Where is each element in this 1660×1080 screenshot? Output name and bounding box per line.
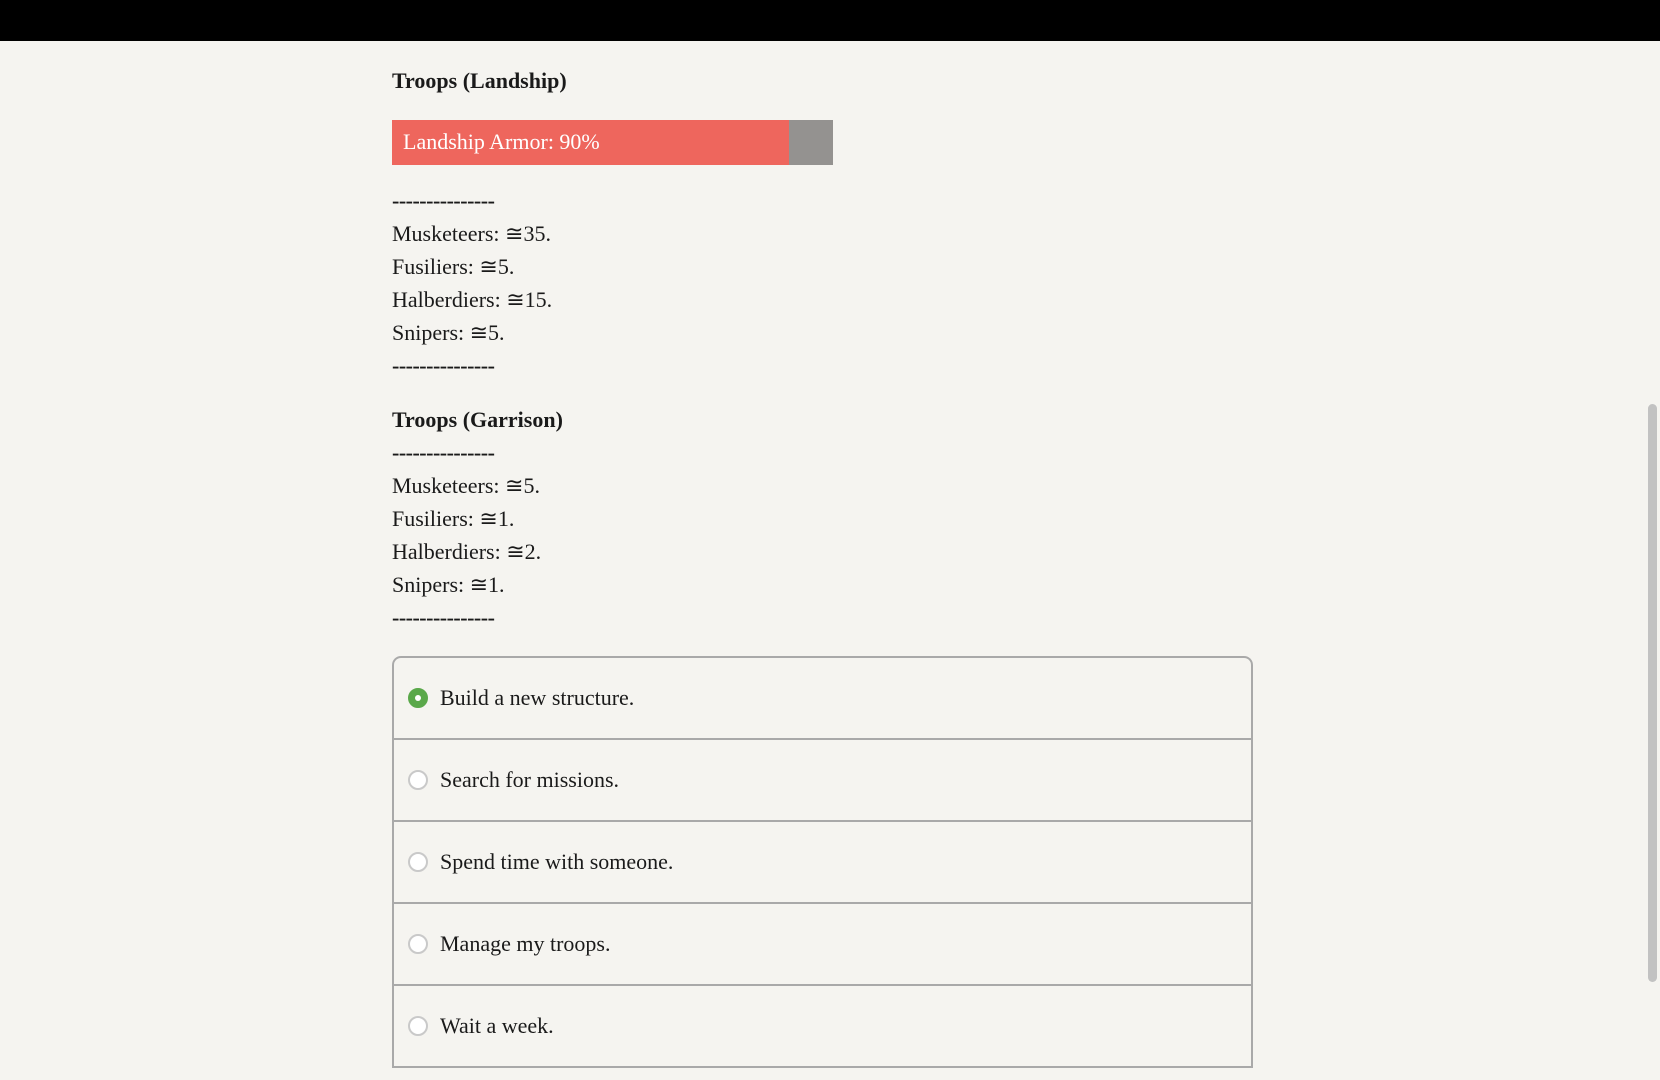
troop-line-fusiliers: Fusiliers: ≅1. xyxy=(392,506,515,531)
radio-icon[interactable] xyxy=(408,688,428,708)
landship-armor-bar xyxy=(392,120,833,165)
separator: --------------- xyxy=(392,440,495,465)
troop-line-snipers: Snipers: ≅5. xyxy=(392,320,505,345)
landship-troop-list xyxy=(392,184,552,382)
choice-wait-week[interactable] xyxy=(394,986,1251,1068)
radio-icon[interactable] xyxy=(408,934,428,954)
choice-label: Search for missions. xyxy=(440,767,620,792)
troop-line-halberdiers: Halberdiers: ≅2. xyxy=(392,539,542,564)
separator: --------------- xyxy=(392,605,495,630)
choice-label: Spend time with someone. xyxy=(440,849,674,874)
landship-armor-label: Landship Armor: 90% xyxy=(403,129,600,154)
radio-icon[interactable] xyxy=(408,852,428,872)
choice-label: Manage my troops. xyxy=(440,931,611,956)
separator: --------------- xyxy=(392,353,495,378)
separator: --------------- xyxy=(392,188,495,213)
garrison-troops-heading: Troops (Garrison) xyxy=(392,407,563,432)
radio-icon[interactable] xyxy=(408,1016,428,1036)
choice-label: Wait a week. xyxy=(440,1013,554,1038)
troop-line-fusiliers: Fusiliers: ≅5. xyxy=(392,254,515,279)
choice-spend-time[interactable] xyxy=(394,822,1251,904)
scrollbar-thumb[interactable] xyxy=(1648,404,1657,982)
top-bar xyxy=(0,0,1660,41)
troop-line-musketeers: Musketeers: ≅5. xyxy=(392,473,540,498)
choice-build-structure[interactable] xyxy=(394,658,1251,740)
troop-line-snipers: Snipers: ≅1. xyxy=(392,572,505,597)
troop-line-halberdiers: Halberdiers: ≅15. xyxy=(392,287,553,312)
choice-manage-troops[interactable] xyxy=(394,904,1251,986)
garrison-troop-list xyxy=(392,436,541,634)
choice-search-missions[interactable] xyxy=(394,740,1251,822)
radio-icon[interactable] xyxy=(408,770,428,790)
choice-label: Build a new structure. xyxy=(440,685,635,710)
choice-list xyxy=(392,656,1253,1068)
landship-troops-heading: Troops (Landship) xyxy=(392,68,567,93)
troop-line-musketeers: Musketeers: ≅35. xyxy=(392,221,551,246)
